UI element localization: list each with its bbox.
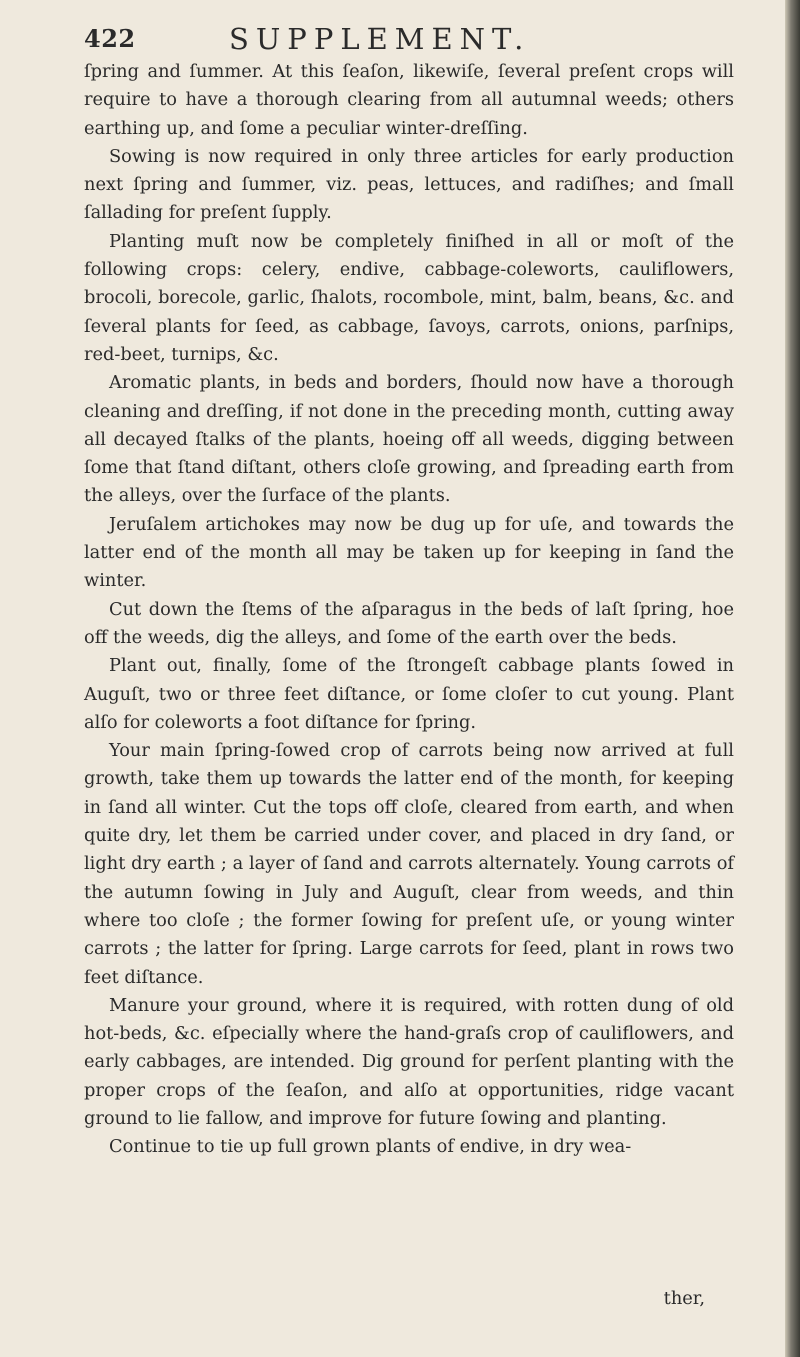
running-title: SUPPLEMENT. — [229, 22, 531, 56]
book-gutter-edge — [785, 0, 800, 1357]
paragraph-aromatic-plants: Aromatic plants, in beds and borders, ſhould now have a thorough cleaning and dreſſing, if not done in the preceding month, cutting away all decayed ſtalks of the plants, hoeing off all weeds, digging between ſome that ſtand diſtant, others cloſe growing, and ſpreading earth from the alleys, over the ſurface of the plants. — [84, 372, 734, 507]
paragraph-sowing: Sowing is now required in only three articles for early production next ſpring and ſummer, viz. peas, lettuces, and radiſhes; and ſmall ſallading for preſent ſupply. — [84, 145, 734, 224]
paragraph-planting: Planting muſt now be completely finiſhed in all or moſt of the following crops: celery, endive, cabbage-coleworts, cauliflowers, brocoli, borecole, garlic, ſhalots, rocombole, mint, balm, beans, &c. and ſeveral plants for ſeed, as cabbage, ſavoys, carrots, onions, parſnips, red-beet, turnips, &c. — [84, 230, 734, 365]
paragraph-carrots: Your main ſpring-ſowed crop of carrots being now arrived at full growth, take them up towards the latter end of the month, for keeping in ſand all winter. Cut the tops off cloſe, cleared from earth, and when quite dry, let them be carried under cover, and placed in dry ſand, or light dry earth ; a layer of ſand and carrots alternately. Young carrots of the autumn ſowing in July and Auguſt, clear from weeds, and thin where too cloſe ; the former ſowing for preſent uſe, or young winter carrots ; the latter for ſpring. Large carrots for ſeed, plant in rows two feet diſtance. — [84, 740, 734, 988]
paragraph-jerusalem-artichokes: Jeruſalem artichokes may now be dug up for uſe, and towards the latter end of the month all may be taken up for keeping in ſand the winter. — [84, 513, 734, 592]
body-text — [84, 58, 734, 1162]
paragraph-continuation: ſpring and ſummer. At this ſeaſon, likewiſe, ſeveral preſent crops will require to have a thorough clearing from all autumnal weeds; others earthing up, and ſome a peculiar winter-dreſſing. — [84, 61, 734, 139]
paragraph-asparagus: Cut down the ſtems of the aſparagus in the beds of laſt ſpring, hoe off the weeds, dig the alleys, and ſome of the earth over the beds. — [84, 598, 734, 648]
paragraph-manure: Manure your ground, where it is required, with rotten dung of old hot-beds, &c. eſpecially where the hand-graſs crop of cauliflowers, and early cabbages, are intended. Dig ground for perſent planting with the proper crops of the ſeaſon, and alſo at opportunities, ridge vacant ground to lie fallow, and improve for future ſowing and planting. — [84, 994, 734, 1129]
paragraph-endive: Continue to tie up full grown plants of endive, in dry wea- — [109, 1136, 632, 1158]
catchword: ther, — [663, 1288, 705, 1309]
page-number: 422 — [84, 24, 136, 53]
page-header — [84, 14, 734, 58]
paragraph-cabbage-plants: Plant out, finally, ſome of the ſtrongeſt cabbage plants ſowed in Auguſt, two or three feet diſtance, or ſome cloſer to cut young. Plant alſo for coleworts a foot diſtance for ſpring. — [84, 655, 734, 733]
